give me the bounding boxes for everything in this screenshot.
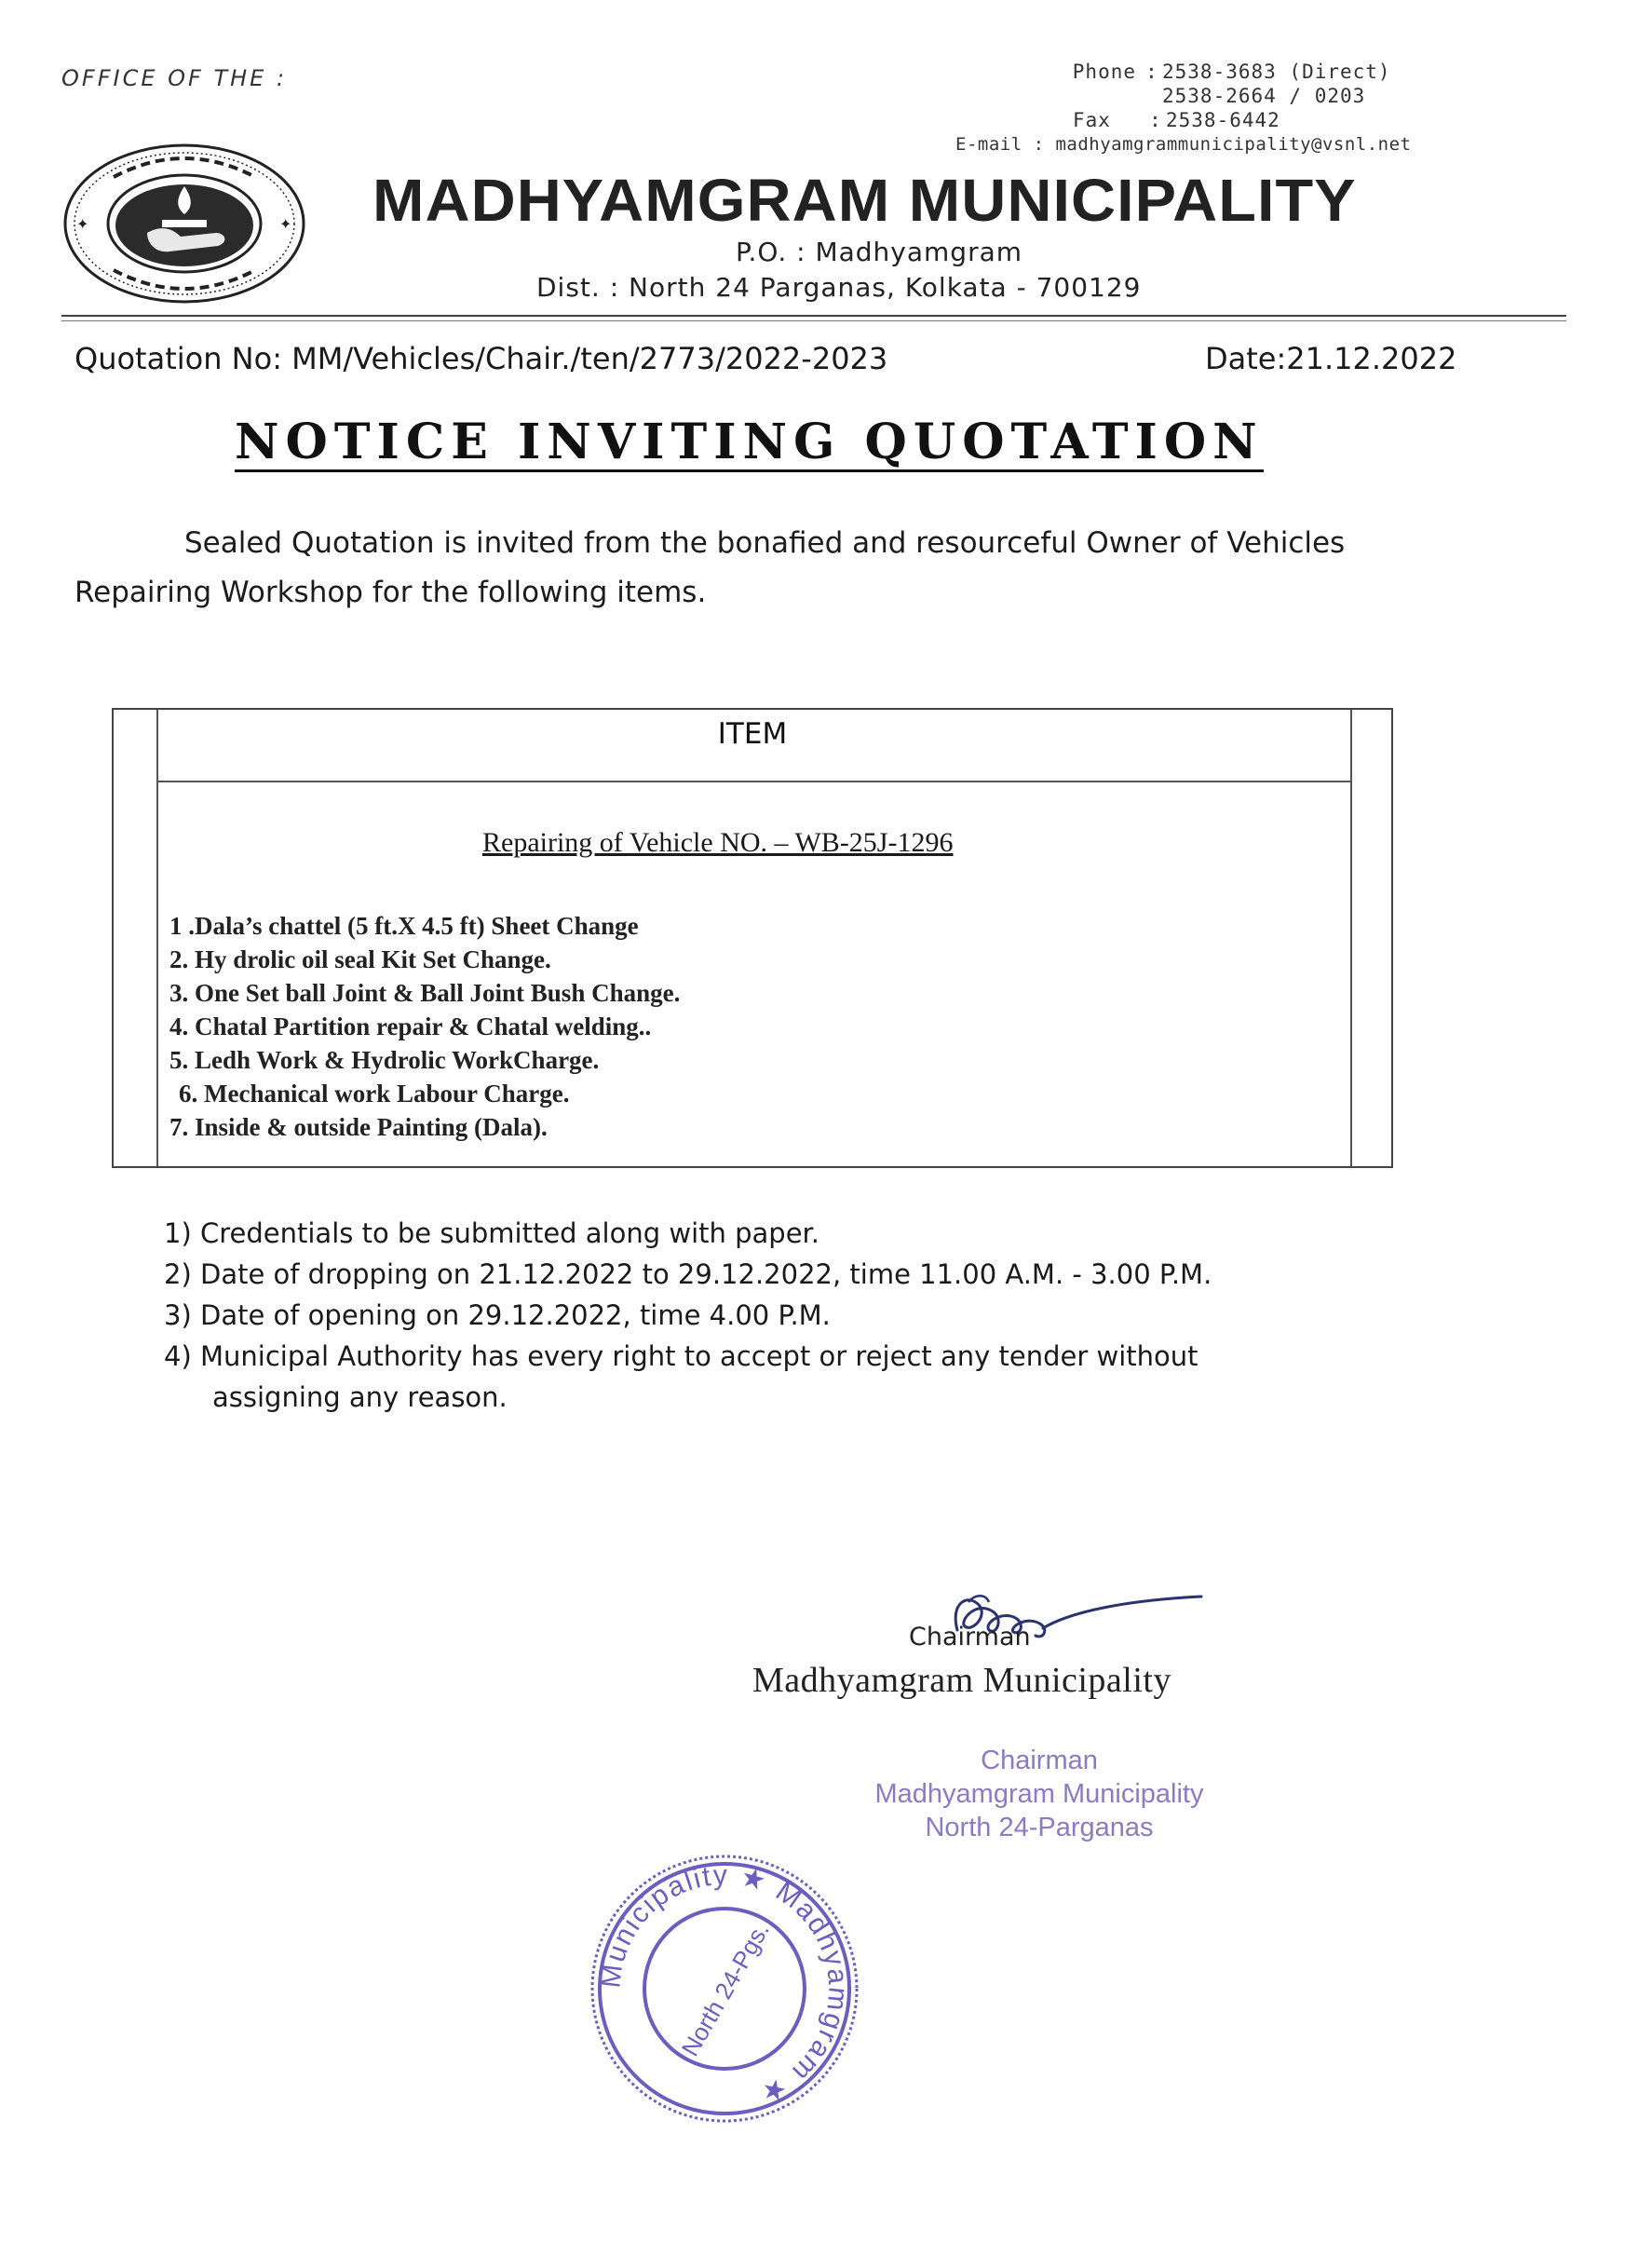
list-item: 7. Inside & outside Painting (Dala). [169,1113,548,1141]
fax-number: 2538-6442 [1166,109,1280,131]
condition-item [164,1295,1212,1336]
intro-line-1: Sealed Quotation is invited from the bonafied and resourceful Owner of Vehicles [184,526,1346,560]
condition-text: 3) Date of opening on 29.12.2022, time 4.00 P.M. [164,1299,831,1331]
svg-text:✦: ✦ [76,215,89,233]
vehicle-title: Repairing of Vehicle NO. – WB-25J-1296 [482,827,954,858]
list-item: 1 .Dala’s chattel (5 ft.X 4.5 ft) Sheet Change [169,912,639,940]
fax-label: Fax [1073,109,1111,131]
condition-text: 2) Date of dropping on 21.12.2022 to 29.12.2022, time 11.00 A.M. - 3.00 P.M. [164,1258,1212,1290]
table-header-item: ITEM [717,717,788,751]
condition-item [164,1213,1212,1254]
table-right-rule [1350,710,1352,1166]
stamp-line-3: North 24-Parganas [925,1813,1154,1842]
po-line: P.O. : Madhyamgram [736,237,1023,267]
item-list [169,909,680,1144]
seal-inner-text: North 24-Pgs. [675,1917,775,2061]
conditions-list [164,1213,1212,1418]
phone-other: 2538-2664 / 0203 [1162,85,1366,107]
seal-outer-text: Municipality ★ Madhyamgram ★ [595,1859,854,2111]
condition-text: 4) Municipal Authority has every right to accept or reject any tender without [164,1340,1198,1372]
signature-org: Madhyamgram Municipality [752,1661,1171,1700]
list-item: 5. Ledh Work & Hydrolic WorkCharge. [169,1046,600,1074]
svg-text:✦: ✦ [279,215,292,233]
municipal-seal-icon [585,1849,864,2128]
phone-label: Phone [1072,61,1136,83]
intro-line-2: Repairing Workshop for the following items. [74,576,707,609]
contact-block: Phone : 2538-3683 (Direct) 2538-2664 / 0203 Fax : 2538-6442 E-mail : madhyamgrammunicipality@vsnl.net [955,61,1412,155]
notice-title: NOTICE INVITING QUOTATION [235,414,1264,470]
list-item: 3. One Set ball Joint & Ball Joint Bush Change. [169,979,681,1007]
email-line: E-mail : madhyamgrammunicipality@vsnl.net [955,134,1412,155]
signature-role: Chairman [909,1623,1031,1651]
table-left-rule [156,710,158,1166]
office-label: OFFICE OF THE : [61,65,288,91]
quotation-date: Date:21.12.2022 [1205,341,1457,376]
quotation-number: Quotation No: MM/Vehicles/Chair./ten/2773/2022-2023 [74,341,888,376]
chairman-stamp [834,1744,1244,1844]
list-item: 6. Mechanical work Labour Charge. [179,1080,570,1108]
list-item: 2. Hy drolic oil seal Kit Set Change. [169,945,551,973]
list-item: 4. Chatal Partition repair & Chatal welding.. [169,1012,652,1040]
table-header-rule [158,781,1350,782]
stamp-line-1: Chairman [981,1746,1098,1775]
dist-line: Dist. : North 24 Parganas, Kolkata - 700129 [536,272,1142,303]
condition-continuation: assigning any reason. [212,1381,508,1413]
municipal-emblem-icon [58,140,311,307]
org-name: MADHYAMGRAM MUNICIPALITY [372,167,1357,234]
phone-direct: 2538-3683 (Direct) [1162,61,1391,83]
header-divider [61,315,1566,317]
condition-item [164,1254,1212,1295]
condition-text: 1) Credentials to be submitted along with paper. [164,1217,820,1249]
stamp-line-2: Madhyamgram Municipality [874,1779,1204,1809]
condition-item [164,1336,1212,1418]
header-divider-thin [61,320,1566,321]
